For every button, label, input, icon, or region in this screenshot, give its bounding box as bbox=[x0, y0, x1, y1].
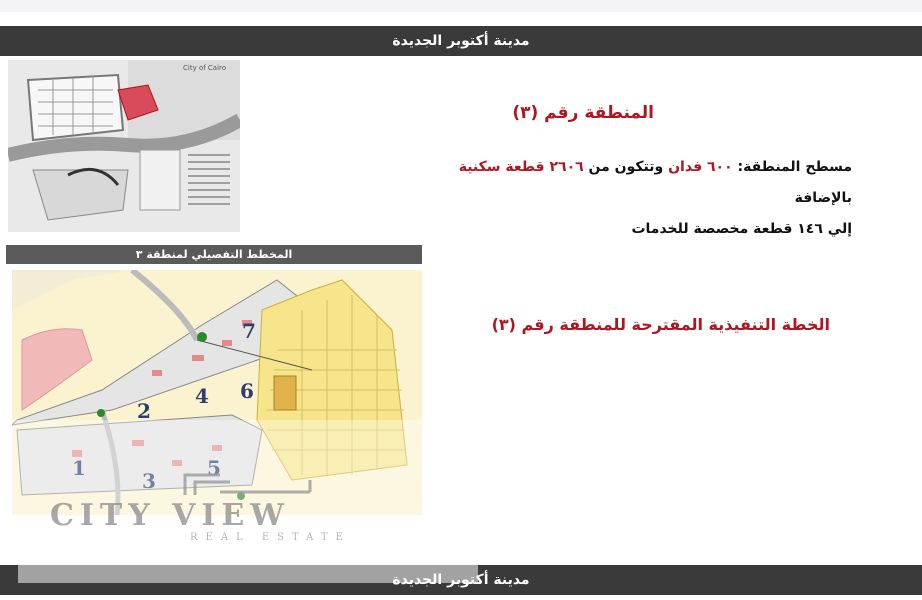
city-view-watermark bbox=[40, 470, 450, 542]
section1-line2: إلي ١٤٦ قطعة مخصصة للخدمات bbox=[631, 221, 852, 237]
section1-line1 bbox=[432, 152, 852, 214]
plots-value: ٢٦٠٦ قطعة سكنية bbox=[458, 159, 584, 175]
zone-label: 1 bbox=[72, 456, 86, 480]
line1-mid: وتتكون من bbox=[583, 159, 669, 175]
overview-map bbox=[8, 60, 240, 232]
header-bar bbox=[0, 26, 922, 56]
zone-label: 7 bbox=[242, 319, 256, 343]
line1-suffix: بالإضافة bbox=[794, 190, 852, 206]
zone-label: 4 bbox=[195, 384, 209, 408]
footer-title: مدينة أكتوبر الجديدة bbox=[392, 572, 530, 588]
watermark-sub: REAL ESTATE bbox=[190, 532, 351, 542]
section2-heading: الخطة التنفيذية المقترحة للمنطقة رقم (٣) bbox=[491, 315, 830, 334]
top-strip bbox=[0, 0, 922, 12]
zone-label: 5 bbox=[207, 456, 221, 480]
footer-bar bbox=[0, 565, 922, 595]
zone-label: 6 bbox=[240, 379, 254, 403]
watermark-brand: CITY VIEW bbox=[50, 498, 290, 533]
area-label: مسطح المنطقة: bbox=[732, 159, 852, 175]
header-title: مدينة أكتوبر الجديدة bbox=[392, 33, 530, 49]
area-value: ٦٠٠ فدان bbox=[668, 159, 733, 175]
zone-label: 3 bbox=[142, 469, 156, 493]
section1-body bbox=[432, 152, 852, 245]
zone-label: 2 bbox=[137, 399, 151, 423]
map-caption: المخطط التفصيلي لمنطقة ٣ bbox=[6, 245, 422, 264]
section1-heading: المنطقة رقم (٣) bbox=[512, 103, 654, 123]
overview-map-label: City of Cairo bbox=[183, 64, 227, 72]
